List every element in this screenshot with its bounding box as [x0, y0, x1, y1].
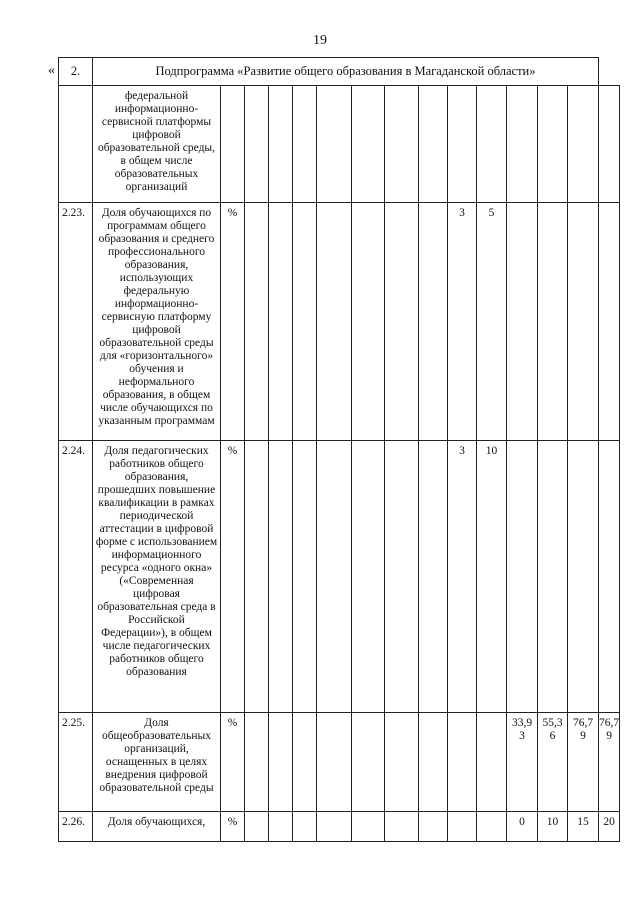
- value-cell: [419, 812, 448, 842]
- unit-of-measure: %: [221, 203, 245, 441]
- row-number: [59, 86, 93, 203]
- value-cell: [538, 203, 568, 441]
- value-cell: [245, 812, 269, 842]
- value-cell: [385, 86, 419, 203]
- value-cell: [419, 86, 448, 203]
- value-cell: [568, 86, 599, 203]
- value-cell: [352, 86, 385, 203]
- unit-of-measure: %: [221, 812, 245, 842]
- value-cell: [448, 713, 477, 812]
- table-row: [59, 713, 620, 812]
- row-number: 2.23.: [59, 203, 93, 441]
- value-cell: 76,7 9: [599, 713, 620, 812]
- indicator-description: федеральной информационно-сервисной платформы цифровой образовательной среды, в общем числе образовательных организаций: [93, 86, 221, 203]
- table-row: [59, 441, 620, 713]
- value-cell: [245, 713, 269, 812]
- unit-of-measure: %: [221, 713, 245, 812]
- value-cell: 3: [448, 203, 477, 441]
- value-cell: 5: [477, 203, 507, 441]
- unit-of-measure: %: [221, 441, 245, 713]
- value-cell: 15: [568, 812, 599, 842]
- value-cell: [293, 203, 317, 441]
- row-number: 2.25.: [59, 713, 93, 812]
- value-cell: [293, 713, 317, 812]
- value-cell: [385, 713, 419, 812]
- value-cell: 20: [599, 812, 620, 842]
- value-cell: [245, 203, 269, 441]
- value-cell: [385, 441, 419, 713]
- value-cell: [419, 713, 448, 812]
- value-cell: [477, 713, 507, 812]
- value-cell: 10: [477, 441, 507, 713]
- value-cell: [568, 441, 599, 713]
- indicator-description: Доля общеобразовательных организаций, оснащенных в целях внедрения цифровой образовательной среды: [93, 713, 221, 812]
- value-cell: [317, 713, 352, 812]
- value-cell: 10: [538, 812, 568, 842]
- value-cell: [269, 441, 293, 713]
- value-cell: [385, 812, 419, 842]
- value-cell: [507, 203, 538, 441]
- unit-of-measure: [221, 86, 245, 203]
- section-number: 2.: [59, 58, 93, 86]
- value-cell: [269, 812, 293, 842]
- value-cell: [245, 441, 269, 713]
- value-cell: [599, 86, 620, 203]
- value-cell: [317, 203, 352, 441]
- value-cell: 76,7 9: [568, 713, 599, 812]
- value-cell: [448, 86, 477, 203]
- row-number: 2.26.: [59, 812, 93, 842]
- table-row: [59, 86, 620, 203]
- value-cell: [507, 441, 538, 713]
- value-cell: [352, 713, 385, 812]
- value-cell: [477, 812, 507, 842]
- value-cell: [385, 203, 419, 441]
- value-cell: [293, 441, 317, 713]
- value-cell: [269, 86, 293, 203]
- value-cell: 55,3 6: [538, 713, 568, 812]
- row-number: 2.24.: [59, 441, 93, 713]
- value-cell: [317, 441, 352, 713]
- value-cell: [293, 86, 317, 203]
- indicators-table: [58, 57, 620, 842]
- page-number: 19: [313, 33, 327, 48]
- value-cell: 33,9 3: [507, 713, 538, 812]
- value-cell: [419, 441, 448, 713]
- value-cell: [352, 812, 385, 842]
- indicator-description: Доля обучающихся по программам общего образования и среднего профессионального образования, использующих федеральную информационно-сервисную платформу цифровой образовательной среды для «горизонтального» обучения и неформального образования, в общем числе обучающихся по указанным программам: [93, 203, 221, 441]
- indicator-description: Доля педагогических работников общего образования, прошедших повышение квалификации в рамках периодической аттестации в цифровой форме с использованием информационного ресурса «одного окна» («Современная цифровая образовательная среда в Российской Федерации»), в общем числе педагогических работников общего образования: [93, 441, 221, 713]
- value-cell: [352, 203, 385, 441]
- value-cell: [538, 86, 568, 203]
- value-cell: [269, 713, 293, 812]
- value-cell: [317, 812, 352, 842]
- value-cell: [599, 441, 620, 713]
- opening-quote-mark: «: [48, 63, 55, 78]
- value-cell: [317, 86, 352, 203]
- section-title: Подпрограмма «Развитие общего образования в Магаданской области»: [93, 58, 599, 86]
- value-cell: [352, 441, 385, 713]
- section-header-row: [59, 58, 620, 86]
- value-cell: [293, 812, 317, 842]
- table-row: [59, 812, 620, 842]
- value-cell: [538, 441, 568, 713]
- indicator-description: Доля обучающихся,: [93, 812, 221, 842]
- value-cell: 0: [507, 812, 538, 842]
- value-cell: [448, 812, 477, 842]
- value-cell: [507, 86, 538, 203]
- value-cell: [477, 86, 507, 203]
- value-cell: [599, 203, 620, 441]
- value-cell: 3: [448, 441, 477, 713]
- value-cell: [568, 203, 599, 441]
- value-cell: [419, 203, 448, 441]
- value-cell: [245, 86, 269, 203]
- value-cell: [269, 203, 293, 441]
- table-row: [59, 203, 620, 441]
